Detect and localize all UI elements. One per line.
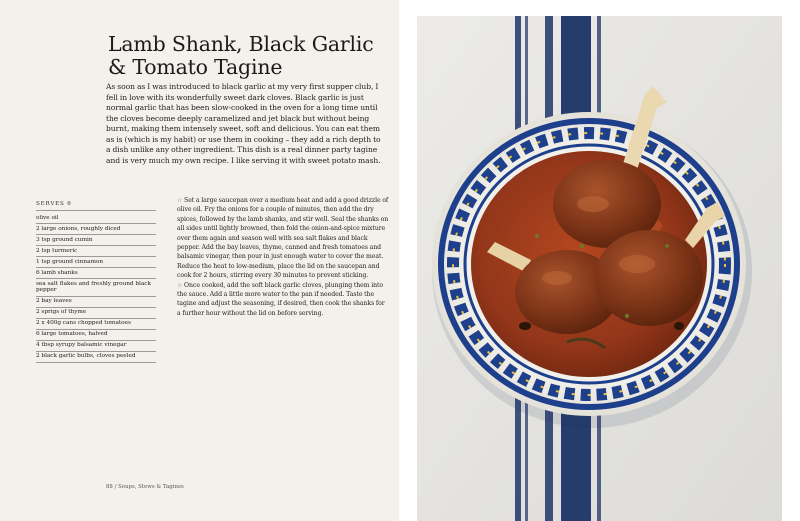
thyme-leaf <box>665 244 669 248</box>
ingredient-item: 3 tsp ground cumin <box>36 235 156 246</box>
ingredients-panel <box>36 201 156 363</box>
ingredient-item: 4 tbsp syrupy balsamic vinegar <box>36 341 156 352</box>
left-page <box>0 0 399 521</box>
ingredient-item: 2 x 400g cans chopped tomatoes <box>36 319 156 330</box>
page-number: 88 <box>106 484 113 490</box>
tagine-photo-illustration <box>417 16 782 521</box>
method-step-2 <box>177 281 389 319</box>
meat-highlight <box>619 255 655 273</box>
black-garlic-clove <box>519 322 531 330</box>
thyme-leaf <box>625 314 629 318</box>
method-step-text: Once cooked, add the soft black garlic cloves, plunging them into the sauce. Add a little more water to the pan if needed. Taste the tagine and adjust the seasoning, if desired, then cook the shanks for a further hour without the lid on before serving. <box>177 281 385 317</box>
page-footer <box>106 484 184 490</box>
serves-label: SERVES 6 <box>36 201 156 211</box>
right-page <box>399 0 800 521</box>
ingredient-item: 2 black garlic bulbs, cloves peeled <box>36 352 156 363</box>
ingredient-item: sea salt flakes and freshly ground black pepper <box>36 279 156 297</box>
ingredient-item: olive oil <box>36 213 156 224</box>
recipe-title-line-2: & Tomato Tagine <box>108 55 283 79</box>
black-garlic-clove <box>674 322 684 330</box>
meat-highlight <box>542 271 572 285</box>
section-name: Soups, Stews & Tagines <box>118 484 184 490</box>
ingredient-item: 1 tsp ground cinnamon <box>36 257 156 268</box>
ingredient-item: 2 bay leaves <box>36 297 156 308</box>
lamb-shank <box>595 230 703 326</box>
recipe-title-line-1: Lamb Shank, Black Garlic <box>108 32 374 56</box>
star-icon: ☆ <box>177 281 183 289</box>
thyme-leaf <box>535 234 539 238</box>
ingredient-list <box>36 213 156 363</box>
method-step-1 <box>177 196 389 281</box>
thyme-leaf <box>580 244 584 248</box>
ingredient-item: 2 sprigs of thyme <box>36 308 156 319</box>
ingredient-item: 2 tsp turmeric <box>36 246 156 257</box>
star-icon: ☆ <box>177 197 183 204</box>
footer-separator: / <box>114 484 117 490</box>
tagine-photo <box>417 16 782 521</box>
ingredient-item: 2 large onions, roughly diced <box>36 224 156 235</box>
meat-highlight <box>577 196 609 212</box>
method-step-text: Set a large saucepan over a medium heat and add a good drizzle of olive oil. Fry the onions for a couple of minutes, then add the dry spices, followed by the lamb shanks, and stir well. Seal the shanks on all sides until lightly browned, then fold the onion-and-spice mixture over them again and season well with sea salt flakes and black pepper. Add the bay leaves, thyme, canned and fresh tomatoes and balsamic vinegar, then pour in just enough water to cover the meat. Reduce the heat to low-medium, place the lid on the saucepan and cook for 2 hours, stirring every 30 minutes to prevent sticking. <box>177 197 389 280</box>
ingredient-item: 6 large tomatoes, halved <box>36 330 156 341</box>
recipe-intro: As soon as I was introduced to black garlic at my very first supper club, I fell in love with its wonderfully sweet dark cloves. Black garlic is just normal garlic that has been slow-cooked in the oven for a long time until the cloves become deeply caramelized and jet black but without being burnt, making them intensely sweet, soft and delicious. You can eat them as is (which is my habit) or use them in cooking – they add a rich depth to a dish unlike any other ingredient. This dish is a real dinner party tagine and is very much my own recipe. I like serving it with sweet potato mash. <box>106 82 381 165</box>
method-text <box>177 196 389 318</box>
ingredient-item: 6 lamb shanks <box>36 268 156 279</box>
recipe-title <box>108 33 378 79</box>
